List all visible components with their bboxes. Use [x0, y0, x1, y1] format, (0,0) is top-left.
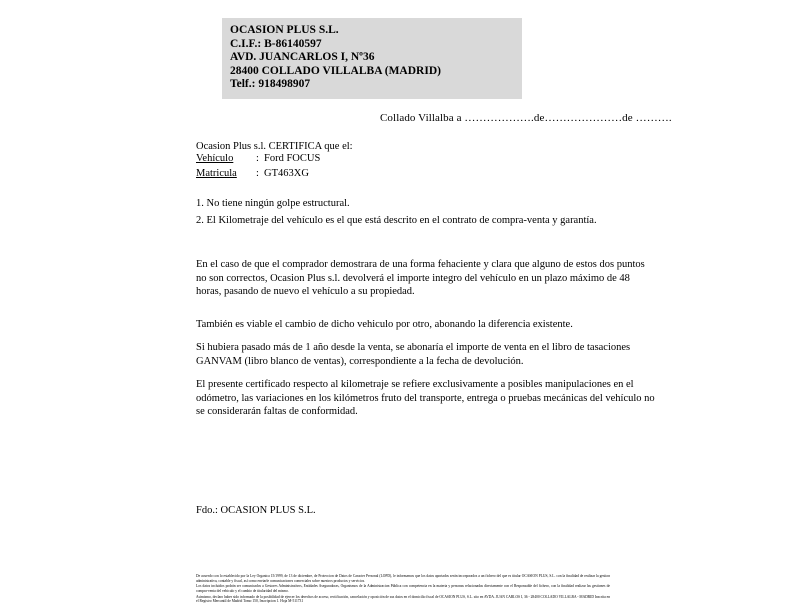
point-item: 2. El Kilometraje del vehículo es el que está descrito en el contrato de compra-venta y garantía. — [196, 215, 597, 226]
company-cif: C.I.F.: B-86140597 — [230, 37, 322, 50]
vehicle-label: Vehículo — [196, 153, 234, 164]
paragraph: También es viable el cambio de dicho vehiculo por otro, abonando la diferencia existente. — [196, 319, 573, 330]
plate-value: GT463XG — [264, 167, 309, 179]
legal-paragraph: Asimismo, declaro haber sido informado de la posibilidad de ejercer los derechos de acceso, rectificación, cancelación y oposición de sus datos en el domicilio fiscal de OCASION PLUS, S.L. sito en AVDA. JUAN CARLOS I, 36 - 28400 COLLADO VILLALBA - MADRID Inscrita en el Registro Mercantil de Madrid Tomo 150, Inscripcion 1. Hoja M-511731 — [196, 594, 610, 604]
letterhead-block — [222, 18, 522, 99]
legal-notice — [196, 574, 610, 605]
signature-line: Fdo.: OCASION PLUS S.L. — [196, 505, 316, 516]
company-phone: Telf.: 918498907 — [230, 78, 311, 91]
company-address: AVD. JUANCARLOS I, Nº36 — [230, 51, 375, 64]
plate-row — [196, 167, 656, 182]
legal-paragraph: De acuerdo con lo establecido por la Ley Organica 15/1999, de 13 de diciembre, de Proteccion de Datos de Caracter Personal (LOPD), le informamos que los datos aportados serán incorporados a un fichero del que es titular OCASION PLUS, S.L. con la finalidad de realizar la gestion administrativa, contable y fiscal, así como enviarle comunicaciones comerciales sobre nuestros productos y servicios. — [196, 574, 610, 583]
company-city: 28400 COLLADO VILLALBA (MADRID) — [230, 64, 441, 77]
plate-label: Matricula — [196, 167, 237, 179]
company-name: OCASION PLUS S.L. — [230, 24, 339, 36]
paragraph: En el caso de que el comprador demostrara de una forma fehaciente y clara que alguno de estos dos puntos no son correctos, Ocasion Plus s.l. devolverá el importe integro del vehículo en un plazo máximo de 48 horas, pasando de nuevo el vehículo a su propiedad. — [196, 259, 645, 297]
point-item: 1. No tiene ningún golpe estructural. — [196, 198, 350, 209]
vehicle-details — [196, 152, 656, 181]
intro-text: Ocasion Plus s.l. CERTIFICA que el: — [196, 141, 353, 152]
plate-separator: : — [256, 167, 259, 179]
vehicle-value: Ford FOCUS — [264, 153, 321, 164]
paragraph: El presente certificado respecto al kilometraje se refiere exclusivamente a posibles manipulaciones en el odómetro, las variaciones en los kilómetros fruto del transporte, entrega o pruebas mecánicas del vehículo no se considerarán faltas de conformidad. — [196, 379, 655, 417]
paragraph: Si hubiera pasado más de 1 año desde la venta, se abonaría el importe de venta en el libro de tasaciones GANVAM (libro blanco de ventas), correspondiente a la fecha de devolución. — [196, 342, 631, 367]
vehicle-separator: : — [256, 153, 259, 164]
dateline: Collado Villalba a ……………….de…………………de ………. — [380, 112, 672, 124]
vehicle-row — [196, 152, 656, 167]
legal-paragraph: Los datos incluidos podrán ser comunicados a Gestores Administrativos, Entidades Aseguradoras, Organismos de la Administracion Pública con competencia en la materia y personas relacionadas directamente con el Responsable del fichero, con la finalidad realizar las gestiones de compra-venta del vehiculo y el cambio de titularidad del mismo. — [196, 584, 610, 593]
